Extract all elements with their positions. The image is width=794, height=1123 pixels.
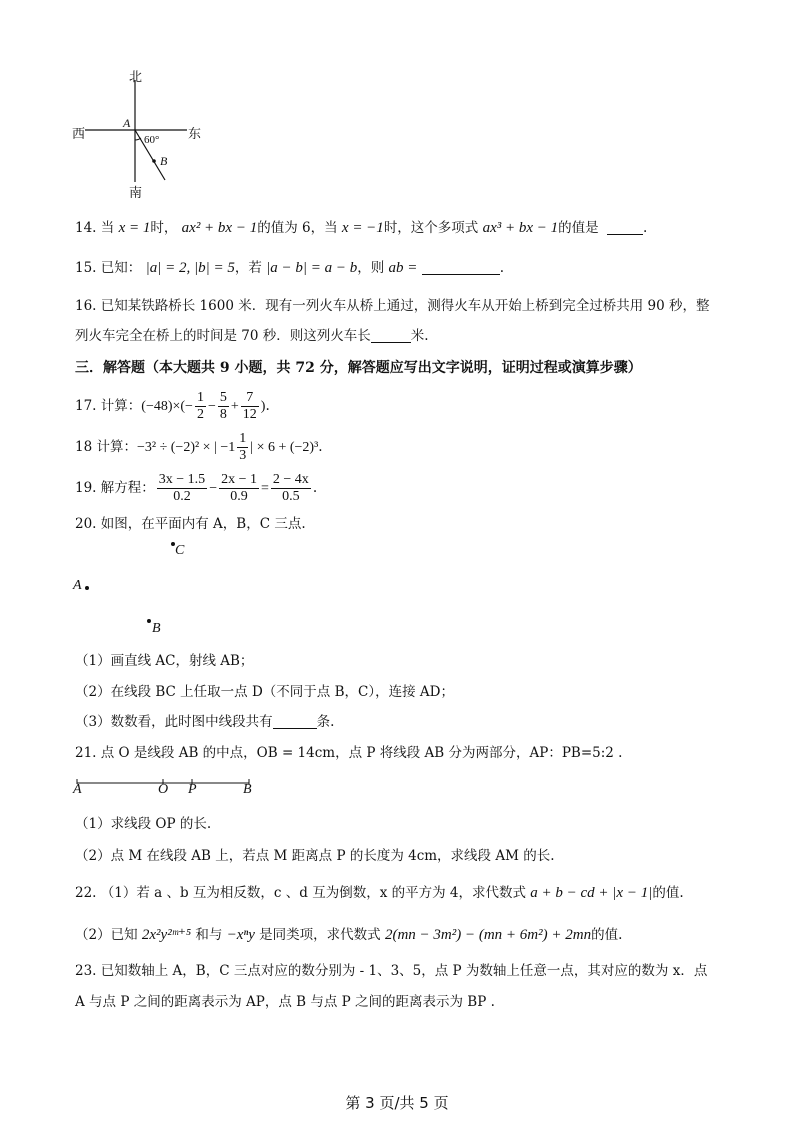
- q19-frac3-num: 2 − 4x: [272, 472, 309, 487]
- q22-s2b: 和与: [195, 927, 223, 943]
- section-3-heading: 三．解答题（本大题共 9 小题，共 72 分，解答题应写出文字说明，证明过程或演算步骤）: [75, 360, 642, 376]
- q17-frac3-den: 12: [242, 407, 257, 422]
- q17-frac1-num: 1: [196, 390, 204, 405]
- q18-frac-den: 3: [239, 448, 247, 463]
- q20-answer-blank[interactable]: [273, 714, 317, 729]
- compass-north: 北: [129, 69, 143, 84]
- compass-point-b: B: [160, 154, 168, 168]
- q19-num: 19.: [75, 480, 97, 496]
- q19-frac3: [271, 472, 311, 505]
- q17-pre: (−48)×(−: [141, 399, 193, 414]
- q15-ask: ab =: [388, 260, 418, 276]
- q20-sub2: （2）在线段 BC 上任取一点 D（不同于点 B，C），连接 AD；: [75, 684, 454, 700]
- q14-num: 14.: [75, 220, 97, 236]
- page-footer: 第 3 页/共 5 页: [345, 1094, 449, 1112]
- q15-num: 15.: [75, 260, 97, 276]
- question-16-line2: [75, 327, 429, 345]
- q22-s2expr: 2(mn − 3m²) − (mn + 6m²) + 2mn: [384, 927, 592, 943]
- q22-s2term2: −xⁿy: [226, 927, 255, 943]
- q19-frac1-num: 3x − 1.5: [158, 472, 206, 487]
- q14-end: .: [642, 220, 648, 236]
- q20-point-b-label: B: [152, 621, 161, 636]
- compass-east: 东: [188, 126, 202, 141]
- q19-frac1-den: 0.2: [157, 488, 207, 505]
- question-17: [75, 390, 270, 423]
- q15-p1: 已知：: [100, 260, 142, 276]
- q18-end: .: [318, 439, 323, 455]
- q14-p1: 当: [100, 220, 115, 236]
- q20-sub1: （1）画直线 AC，射线 AB；: [75, 653, 254, 669]
- q21-label-b: B: [243, 782, 252, 797]
- q17-minus: −: [207, 399, 216, 414]
- question-23-line1: 23. 已知数轴上 A，B，C 三点对应的数分别为 - 1、3、5，点 P 为数轴上任意一点，其对应的数为 x．点: [75, 963, 708, 979]
- q18-label: 计算：: [96, 439, 137, 455]
- compass-angle: 60°: [144, 134, 160, 146]
- q22-s2c: 是同类项，求代数式: [259, 927, 381, 943]
- q14-expr1: ax² + bx − 1: [181, 220, 258, 236]
- q18-frac: [237, 431, 248, 464]
- q17-plus: +: [230, 399, 239, 414]
- q14-p4: 时，这个多项式: [383, 220, 479, 236]
- q21-label-o: O: [158, 782, 169, 797]
- q14-expr2: ax³ + bx − 1: [482, 220, 559, 236]
- question-16-line1: 16. 已知某铁路桥长 1600 米．现有一列火车从桥上通过，测得火车从开始上桥到完全过桥共用 90 秒，整: [75, 298, 710, 314]
- compass-south: 南: [129, 185, 143, 200]
- q22-sub2: [75, 926, 622, 944]
- point-b-dot: [152, 159, 156, 163]
- q15-p2: ，若: [234, 260, 262, 276]
- q22-s1expr: a + b − cd + |x − 1|: [530, 885, 653, 901]
- q14-answer-blank[interactable]: [607, 220, 643, 235]
- q15-p3: ，则: [357, 260, 385, 276]
- compass-point-a: A: [123, 116, 131, 130]
- q18-pre: −3² ÷ (−2)² × | −1: [136, 440, 236, 455]
- q21-label-p: P: [188, 782, 197, 797]
- q17-end: .: [265, 398, 270, 414]
- q19-label: 解方程：: [100, 480, 155, 496]
- q15-end: .: [499, 260, 505, 276]
- question-19: [75, 472, 317, 505]
- angle-arc: [135, 138, 141, 140]
- q18-frac-num: 1: [239, 431, 247, 446]
- q20-point-a-label: A: [73, 578, 82, 593]
- q20-point-a-dot: [85, 586, 89, 590]
- question-20: 20. 如图，在平面内有 A，B，C 三点.: [75, 516, 306, 532]
- q20-sub3b: 条.: [316, 714, 335, 730]
- q17-frac3-num: 7: [246, 390, 254, 405]
- q17-frac1: [195, 390, 206, 423]
- q15-cond2: |a − b| = a − b: [266, 260, 358, 276]
- q20-point-b-dot: [147, 619, 151, 623]
- q20-point-c-label: C: [175, 543, 185, 558]
- q19-minus: −: [209, 481, 218, 496]
- q21-sub2: （2）点 M 在线段 AB 上，若点 M 距离点 P 的长度为 4cm，求线段 AM 的长.: [75, 848, 555, 864]
- q22-s2a: （2）已知: [75, 927, 138, 943]
- q19-frac3-den: 0.5: [271, 488, 311, 505]
- q22-s2d: 的值.: [591, 927, 623, 943]
- q22-s2term1: 2x²y²ᵐ⁺⁵: [141, 927, 192, 943]
- q14-p5: 的值是: [558, 220, 599, 236]
- question-18: [75, 431, 323, 464]
- q16-line2a: 列火车完全在桥上的时间是 70 秒．则这列火车长: [75, 328, 371, 344]
- q20-sub3a: （3）数数看，此时图中线段共有: [75, 714, 273, 730]
- q19-frac2-num: 2x − 1: [221, 472, 257, 487]
- q17-frac2: [218, 390, 229, 423]
- q22-sub1: [75, 884, 684, 902]
- q17-frac1-den: 2: [196, 407, 204, 422]
- question-15: [75, 259, 504, 277]
- q14-x1: x = 1: [118, 220, 151, 236]
- question-23-line2: A 与点 P 之间的距离表示为 AP，点 B 与点 P 之间的距离表示为 BP .: [75, 994, 495, 1010]
- q22-s1b: 的值.: [652, 885, 684, 901]
- question-14: [75, 219, 647, 237]
- compass-west: 西: [72, 126, 86, 141]
- q15-answer-blank[interactable]: [422, 260, 500, 275]
- q17-frac2-num: 5: [219, 390, 227, 405]
- q17-label: 计算：: [100, 398, 142, 414]
- q19-end: .: [312, 480, 318, 496]
- q18-num: 18: [75, 439, 93, 455]
- q15-cond: |a| = 2, |b| = 5: [145, 260, 235, 276]
- q17-num: 17.: [75, 398, 97, 414]
- q21-sub1: （1）求线段 OP 的长.: [75, 816, 212, 832]
- question-21: 21. 点 O 是线段 AB 的中点，OB = 14cm，点 P 将线段 AB 分为两部分，AP：PB=5:2 .: [75, 745, 623, 761]
- q20-sub3: [75, 713, 334, 731]
- q17-post: ): [260, 399, 266, 414]
- q19-frac2-den: 0.9: [219, 488, 259, 505]
- q17-frac2-den: 8: [219, 407, 227, 422]
- q19-eq: =: [261, 481, 269, 496]
- q18-post: | × 6 + (−2)³: [250, 440, 319, 455]
- q16-answer-blank[interactable]: [371, 328, 411, 343]
- q14-x2: x = −1: [341, 220, 384, 236]
- q17-frac3: [241, 390, 259, 423]
- q19-frac1: [157, 472, 207, 505]
- q14-p2: 时，: [150, 220, 178, 236]
- q16-line2b: 米.: [410, 328, 429, 344]
- q19-frac2: [219, 472, 259, 505]
- q14-p3: 的值为 6，当: [257, 220, 338, 236]
- q21-label-a: A: [73, 782, 82, 797]
- q22-s1a: 22. （1）若 a 、b 互为相反数，c 、d 互为倒数，x 的平方为 4，求代数式: [75, 885, 526, 901]
